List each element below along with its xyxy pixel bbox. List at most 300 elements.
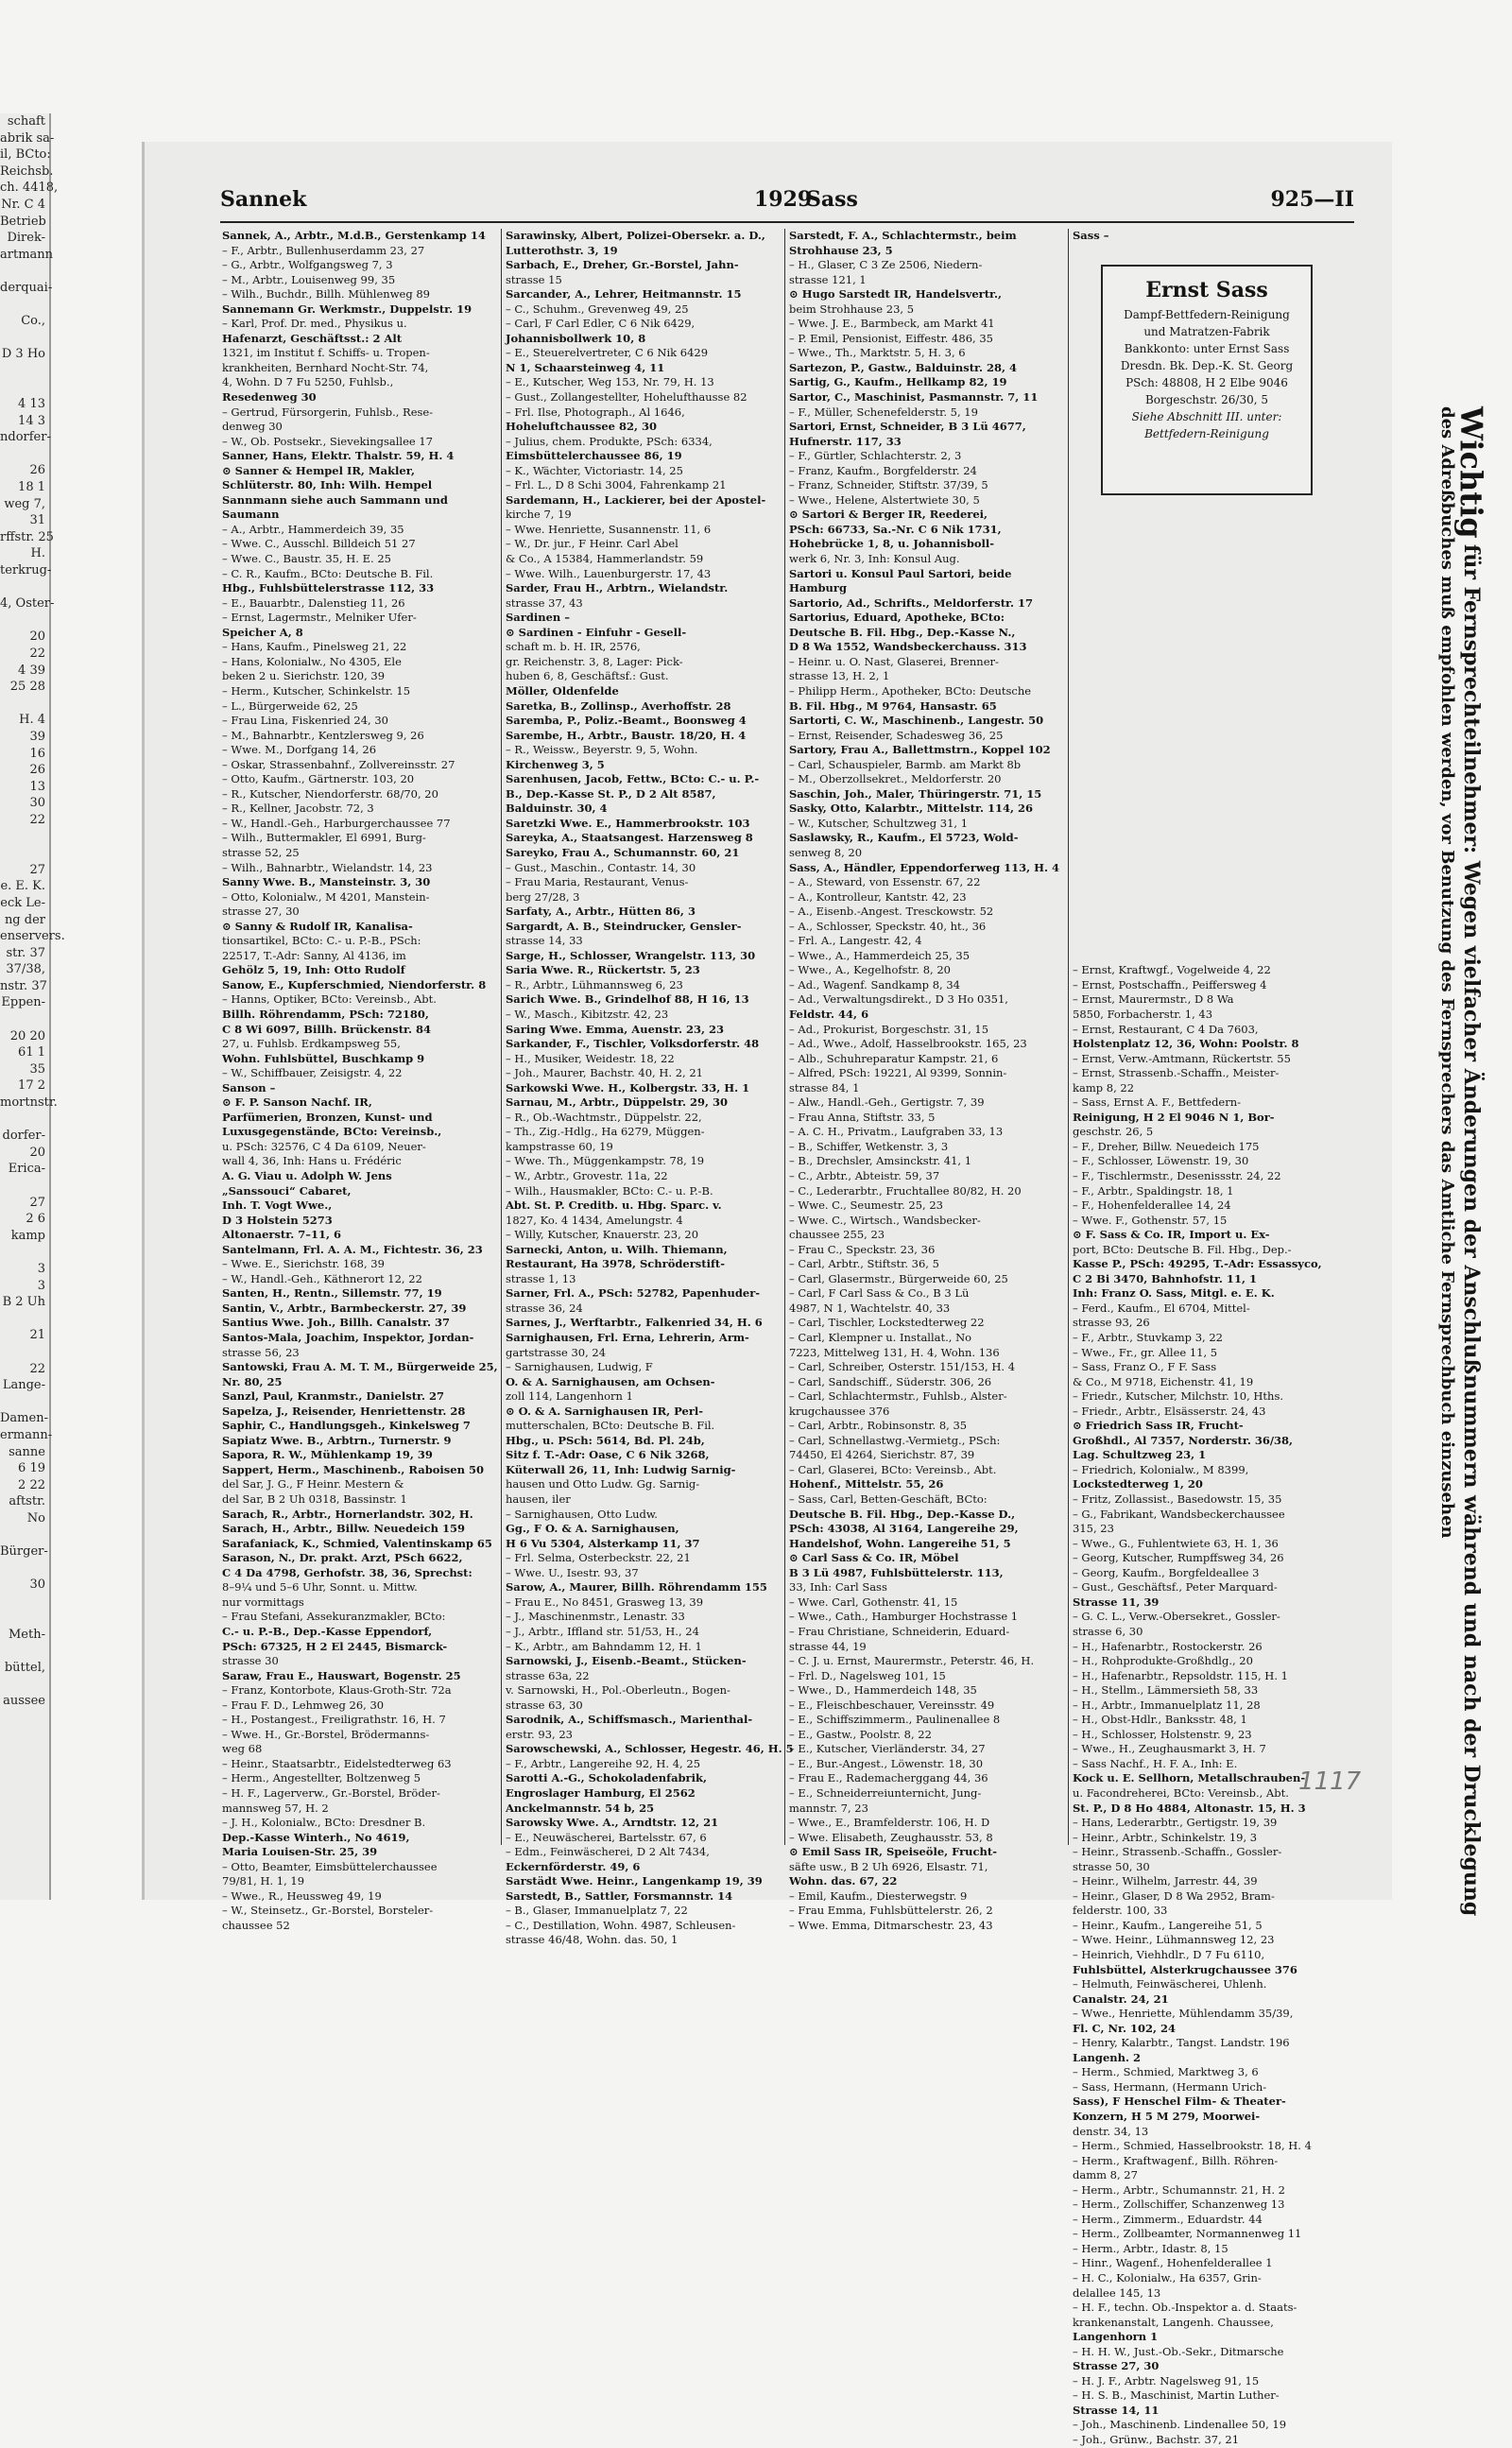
- advertisement-lines: [1103, 306, 1311, 408]
- directory-entry-line: Sarnowski, J., Eisenb.-Beamt., Stücken-: [506, 1654, 747, 1668]
- directory-entry-line: – A., Arbtr., Hammerdeich 39, 35: [222, 522, 404, 536]
- directory-entry-line: Sanner, Hans, Elektr. Thalstr. 59, H. 4: [222, 449, 455, 463]
- prev-page-line: enservers.: [0, 929, 65, 944]
- directory-entry-line: Hufnerstr. 117, 33: [789, 434, 902, 448]
- prev-page-line: 25 28: [9, 680, 45, 695]
- prev-page-line: Meth-: [9, 1628, 45, 1643]
- prev-page-line: Co.,: [21, 314, 45, 329]
- directory-entry-line: Sarach, H., Arbtr., Billw. Neuedeich 159: [222, 1522, 466, 1536]
- directory-entry-line: – W., Steinsetz., Gr.-Borstel, Borsteler-: [222, 1904, 434, 1918]
- advertisement-note-2: Bettfedern-Reinigung: [1144, 427, 1269, 440]
- directory-entry-line: – W., Handl.-Geh., Harburgerchaussee 77: [222, 816, 451, 830]
- directory-entry-line: Strasse 11, 39: [1073, 1595, 1160, 1609]
- header-first-entry: Sannek: [220, 187, 307, 212]
- prev-page-line: 22: [29, 812, 45, 827]
- directory-entry-line: u. Facondreherei, BCto: Vereinsb., Abt.: [1073, 1785, 1289, 1800]
- column-2: [506, 229, 794, 1947]
- directory-entry-line: – Wwe. Wilh., Lauenburgerstr. 17, 43: [506, 566, 712, 580]
- directory-entry-line: PSch: 43038, Al 3164, Langereihe 29,: [789, 1522, 1019, 1536]
- directory-entry-line: [1073, 802, 1349, 817]
- directory-entry-line: weg 68: [222, 1742, 263, 1756]
- directory-entry-line: [1073, 581, 1349, 596]
- directory-entry-line: – F., Arbtr., Spaldingstr. 18, 1: [1073, 1183, 1234, 1198]
- header-last-entry: Sass: [806, 187, 858, 212]
- directory-entry-line: – Wwe., H., Zeughausmarkt 3, H. 7: [1073, 1742, 1266, 1756]
- directory-entry-line: strasse 52, 25: [222, 845, 300, 859]
- directory-entry-line: – Hanns, Optiker, BCto: Vereinsb., Abt.: [222, 992, 437, 1007]
- directory-entry-line: – H., Schlosser, Holstenstr. 9, 23: [1073, 1727, 1252, 1741]
- prev-page-line: [0, 1677, 49, 1694]
- directory-entry-line: – Herm., Arbtr., Idastr. 8, 15: [1073, 2241, 1228, 2255]
- prev-page-line: [0, 446, 49, 463]
- directory-entry-line: – Frau C., Speckstr. 23, 36: [789, 1242, 936, 1256]
- directory-entry-line: „Sanssouci“ Cabaret,: [222, 1183, 352, 1198]
- directory-entry-line: – H. S. B., Maschinist, Martin Luther-: [1073, 2388, 1280, 2403]
- directory-entry-line: – J. H., Kolonialw., BCto: Dresdner B.: [222, 1816, 426, 1830]
- directory-entry-line: Restaurant, Ha 3978, Schröderstift-: [506, 1257, 725, 1271]
- directory-entry-line: Sarenhusen, Jacob, Fettw., BCto: C.- u. P.-: [506, 772, 760, 786]
- directory-entry-line: – P. Emil, Pensionist, Eiffestr. 486, 35: [789, 331, 993, 345]
- directory-entry-line: – Frau Emma, Fuhlsbüttelerstr. 26, 2: [789, 1904, 993, 1918]
- directory-entry-line: – Carl, Schreiber, Osterstr. 151/153, H. 4: [789, 1360, 1016, 1374]
- directory-entry-line: – L., Bürgerweide 62, 25: [222, 698, 358, 713]
- directory-entry-line: – M., Arbtr., Louisenweg 99, 35: [222, 272, 396, 286]
- directory-entry-line: Kasse P., PSch: 49295, T.-Adr: Essassyco,: [1073, 1257, 1322, 1271]
- directory-entry-line: Sarcander, A., Lehrer, Heitmannstr. 15: [506, 287, 742, 302]
- directory-entry-line: Sarowsky Wwe. A., Arndtstr. 12, 21: [506, 1816, 719, 1830]
- directory-entry-line: [1073, 949, 1349, 964]
- directory-entry-line: [1073, 920, 1349, 935]
- directory-entry-line: u. PSch: 32576, C 4 Da 6109, Neuer-: [222, 1139, 426, 1153]
- directory-entry-line: – W., Kutscher, Schultzweg 31, 1: [789, 816, 969, 830]
- directory-entry-line: Fuhlsbüttel, Alsterkrugchaussee 376: [1073, 1962, 1297, 1976]
- directory-entry-line: ⊙ F. P. Sanson Nachf. IR,: [222, 1095, 372, 1110]
- directory-entry-line: berg 27/28, 3: [506, 889, 580, 904]
- directory-entry-line: Langenh. 2: [1073, 2050, 1141, 2064]
- prev-page-line: 27: [29, 1195, 45, 1210]
- directory-entry-line: – Oskar, Strassenbahnf., Zollvereinsstr. 27: [222, 757, 455, 771]
- directory-entry-line: Sareyko, Frau A., Schumannstr. 60, 21: [506, 845, 740, 859]
- directory-entry-line: 1321, im Institut f. Schiffs- u. Tropen-: [222, 346, 430, 360]
- directory-entry-line: Fl. C, Nr. 102, 24: [1073, 2021, 1177, 2035]
- prev-page-line: ch. 4418,: [0, 181, 59, 196]
- directory-entry-line: – E., Schiffszimmerm., Paulinenallee 8: [789, 1713, 1001, 1727]
- prev-page-line: 16: [29, 746, 45, 761]
- directory-entry-line: krankheiten, Bernhard Nocht-Str. 74,: [222, 360, 429, 374]
- directory-entry-line: – Wwe., Henriette, Mühlendamm 35/39,: [1073, 2007, 1294, 2021]
- directory-entry-line: – E., Steuerelvertreter, C 6 Nik 6429: [506, 346, 709, 360]
- directory-entry-line: – Ernst, Maurermstr., D 8 Wa: [1073, 992, 1234, 1007]
- directory-entry-line: – Franz, Schneider, Stiftstr. 37/39, 5: [789, 478, 988, 492]
- directory-entry-line: – H., Obst-Hdlr., Banksstr. 48, 1: [1073, 1713, 1247, 1727]
- directory-entry-line: v. Sarnowski, H., Pol.-Oberleutn., Bogen-: [506, 1683, 730, 1698]
- directory-entry-line: H 6 Vu 5304, Alsterkamp 11, 37: [506, 1536, 700, 1550]
- directory-entry-line: Sapiatz Wwe. B., Arbtrn., Turnerstr. 9: [222, 1433, 452, 1447]
- directory-entry-line: Eimsbüttelerchaussee 86, 19: [506, 449, 682, 463]
- prev-page-line: büttel,: [4, 1661, 45, 1676]
- directory-entry-line: Sareyka, A., Staatsangest. Harzensweg 8: [506, 831, 753, 845]
- prev-page-line: 3: [37, 1278, 45, 1293]
- prev-page-line: 2 6: [26, 1212, 45, 1227]
- directory-entry-line: – Wwe., A., Kegelhofstr. 8, 20: [789, 963, 951, 977]
- prev-page-line: e. E. K.: [0, 879, 45, 894]
- prev-page-line: dorfer-: [2, 1129, 45, 1144]
- directory-entry-line: – Heinr., Glaser, D 8 Wa 2952, Bram-: [1073, 1888, 1275, 1903]
- directory-entry-line: – Wwe., G., Fuhlentwiete 63, H. 1, 36: [1073, 1536, 1279, 1550]
- prev-page-line: str. 37: [6, 945, 45, 960]
- directory-entry-line: Sarstädt Wwe. Heinr., Langenkamp 19, 39: [506, 1874, 763, 1888]
- directory-entry-line: – Carl, Glaserei, BCto: Vereinsb., Abt.: [789, 1462, 997, 1476]
- directory-entry-line: Hohenf., Mittelstr. 55, 26: [789, 1477, 944, 1491]
- prev-page-line: [0, 263, 49, 280]
- directory-entry-line: – Sass, Hermann, (Hermann Urich-: [1073, 2079, 1267, 2094]
- directory-entry-line: – H., Hafenarbtr., Repsoldstr. 115, H. 1: [1073, 1668, 1288, 1682]
- directory-entry-line: – Carl, Schauspieler, Barmb. am Markt 8b: [789, 757, 1022, 771]
- directory-entry-line: port, BCto: Deutsche B. Fil. Hbg., Dep.-: [1073, 1242, 1292, 1256]
- header-year: 1929: [754, 187, 813, 212]
- prev-page-line: eck Le-: [0, 895, 45, 910]
- directory-entry-line: – Alb., Schuhreparatur Kampstr. 21, 6: [789, 1051, 999, 1065]
- prev-page-line: No: [26, 1510, 45, 1526]
- directory-entry-line: – Frau Anna, Stiftstr. 33, 5: [789, 1110, 936, 1124]
- directory-entry-line: – Heinr., Staatsarbtr., Eidelstedterweg 63: [222, 1756, 452, 1770]
- directory-entry-line: Schlüterstr. 80, Inh: Wilh. Hempel: [222, 478, 433, 492]
- directory-entry-line: – Wilh., Hausmakler, BCto: C.- u. P.-B.: [506, 1183, 713, 1198]
- prev-page-line: abrik sa-: [0, 130, 55, 146]
- directory-entry-line: Wohn. Fuhlsbüttel, Buschkamp 9: [222, 1051, 425, 1065]
- directory-entry-line: Saria Wwe. R., Rückertstr. 5, 23: [506, 963, 700, 977]
- directory-entry-line: [1073, 729, 1349, 744]
- directory-entry-line: Lockstedterweg 1, 20: [1073, 1477, 1203, 1491]
- directory-entry-line: – R., Kutscher, Niendorferstr. 68/70, 20: [222, 786, 438, 801]
- handwritten-page-number: 1117: [1298, 1767, 1362, 1796]
- directory-entry-line: – C. J. u. Ernst, Maurermstr., Peterstr. 46, H.: [789, 1654, 1035, 1668]
- directory-entry-line: – W., Schiffbauer, Zeisigstr. 4, 22: [222, 1066, 403, 1080]
- column-3: [789, 229, 1065, 1932]
- directory-entry-line: Luxusgegenstände, BCto: Vereinsb.,: [222, 1125, 442, 1139]
- prev-page-line: [0, 696, 49, 713]
- directory-entry-line: 74450, El 4264, Sierichstr. 87, 39: [789, 1448, 975, 1462]
- directory-entry-line: – Wwe. Elisabeth, Zeughausstr. 53, 8: [789, 1830, 993, 1844]
- directory-entry-line: – Ernst, Kraftwgf., Vogelweide 4, 22: [1073, 963, 1271, 977]
- directory-entry-line: Langenhorn 1: [1073, 2330, 1159, 2344]
- directory-entry-line: strasse 63a, 22: [506, 1668, 590, 1682]
- directory-entry-line: Sarstedt, B., Sattler, Forsmannstr. 14: [506, 1888, 733, 1903]
- directory-entry-line: – A., Steward, von Essenstr. 67, 22: [789, 875, 981, 889]
- directory-entry-line: Wohn. das. 67, 22: [789, 1874, 898, 1888]
- directory-entry-line: – Herm., Zollbeamter, Normannenweg 11: [1073, 2227, 1302, 2241]
- directory-entry-line: – Sass Nachf., H. F. A., Inh: E.: [1073, 1756, 1238, 1770]
- directory-entry-line: Eckernförderstr. 49, 6: [506, 1859, 641, 1873]
- directory-entry-line: – Wwe. U., Isestr. 93, 37: [506, 1565, 639, 1579]
- directory-entry-line: – Carl, Arbtr., Stiftstr. 36, 5: [789, 1257, 939, 1271]
- directory-entry-line: – A., Kontrolleur, Kantstr. 42, 23: [789, 889, 967, 904]
- directory-entry-line: PSch: 66733, Sa.-Nr. C 6 Nik 1731,: [789, 522, 1002, 536]
- directory-entry-line: Sapora, R. W., Mühlenkamp 19, 39: [222, 1448, 433, 1462]
- directory-entry-line: – M., Oberzollsekret., Meldorferstr. 20: [789, 772, 1002, 786]
- directory-entry-line: Inh: Franz O. Sass, Mitgl. e. E. K.: [1073, 1286, 1275, 1301]
- directory-entry-line: – B., Drechsler, Amsinckstr. 41, 1: [789, 1154, 972, 1168]
- prev-page-line: [0, 1178, 49, 1195]
- directory-entry-line: Sarnes, J., Werftarbtr., Falkenried 34, H. 6: [506, 1316, 763, 1330]
- directory-entry-line: ⊙ Emil Sass IR, Speiseöle, Frucht-: [789, 1845, 997, 1859]
- directory-entry-line: 33, Inh: Carl Sass: [789, 1580, 887, 1595]
- directory-entry-line: & Co., A 15384, Hammerlandstr. 59: [506, 552, 704, 566]
- directory-entry-line: – Wilh., Buchdr., Billh. Mühlenweg 89: [222, 287, 430, 302]
- directory-entry-line: Gg., F O. & A. Sarnighausen,: [506, 1522, 679, 1536]
- directory-entry-line: – F., Schlosser, Löwenstr. 19, 30: [1073, 1154, 1249, 1168]
- directory-entry-line: – K., Arbtr., am Bahndamm 12, H. 1: [506, 1639, 702, 1653]
- directory-entry-line: – W., Ob. Postsekr., Sievekingsallee 17: [222, 434, 433, 448]
- directory-entry-line: PSch: 67325, H 2 El 2445, Bismarck-: [222, 1639, 448, 1653]
- advertisement-line: Bankkonto: unter Ernst Sass: [1124, 342, 1290, 355]
- directory-entry-line: – R., Ob.-Wachtmstr., Düppelstr. 22,: [506, 1110, 702, 1124]
- directory-entry-line: – F., Dreher, Billw. Neuedeich 175: [1073, 1139, 1260, 1153]
- directory-entry-line: – E., Neuwäscherei, Bartelsstr. 67, 6: [506, 1830, 707, 1844]
- directory-entry-line: [1073, 567, 1349, 582]
- directory-entry-line: denstr. 34, 13: [1073, 2124, 1149, 2138]
- directory-entry-line: – Wwe. E., Sierichstr. 168, 39: [222, 1257, 385, 1271]
- prev-page-line: rffstr. 25: [0, 529, 54, 544]
- prev-page-line: 26: [29, 463, 45, 478]
- directory-entry-line: Deutsche B. Fil. Hbg., Dep.-Kasse D.,: [789, 1507, 1016, 1521]
- directory-entry-line: – B., Glaser, Immanuelplatz 7, 22: [506, 1904, 688, 1918]
- directory-entry-line: C.- u. P.-B., Dep.-Kasse Eppendorf,: [222, 1624, 433, 1638]
- directory-entry-line: tionsartikel, BCto: C.- u. P.-B., PSch:: [222, 934, 421, 948]
- directory-entry-line: Sardemann, H., Lackierer, bei der Apostel-: [506, 492, 766, 507]
- prev-page-line: [0, 612, 49, 629]
- directory-entry-line: ⊙ Sanny & Rudolf IR, Kanalisa-: [222, 919, 413, 933]
- directory-entry-line: – Heinr., Kaufm., Langereihe 51, 5: [1073, 1918, 1263, 1932]
- directory-entry-line: – Hans, Kolonialw., No 4305, Ele: [222, 654, 402, 668]
- prev-page-line: 20: [29, 1145, 45, 1160]
- directory-entry-line: Speicher A, 8: [222, 625, 303, 639]
- directory-entry-line: – Wilh., Bahnarbtr., Wielandstr. 14, 23: [222, 860, 433, 874]
- directory-entry-line: – Frau E., Rademacherggang 44, 36: [789, 1771, 988, 1785]
- directory-entry-line: – Sarnighausen, Ludwig, F: [506, 1360, 653, 1374]
- directory-entry-line: – Sarnighausen, Otto Ludw.: [506, 1507, 658, 1521]
- directory-entry-line: – Carl, Tischler, Lockstedterweg 22: [789, 1316, 985, 1330]
- directory-entry-line: – Georg, Kaufm., Borgfeldeallee 3: [1073, 1565, 1260, 1579]
- prev-page-line: 4 39: [18, 663, 45, 678]
- prev-page-line: 26: [29, 763, 45, 778]
- directory-entry-line: – Carl, Arbtr., Robinsonstr. 8, 35: [789, 1419, 968, 1433]
- directory-entry-line: Kock u. E. Sellhorn, Metallschrauben-: [1073, 1771, 1306, 1785]
- directory-entry-line: – H., Rohprodukte-Großhdlg., 20: [1073, 1654, 1253, 1668]
- directory-entry-line: – Gust., Zollangestellter, Hohelufthausse 82: [506, 390, 747, 405]
- directory-entry-line: – H., Stellm., Lämmersieth 58, 33: [1073, 1683, 1259, 1698]
- directory-entry-line: strasse 44, 19: [789, 1639, 867, 1653]
- directory-entry-line: St. P., D 8 Ho 4884, Altonastr. 15, H. 3: [1073, 1801, 1306, 1815]
- directory-entry-line: – F., Arbtr., Bullenhuserdamm 23, 27: [222, 243, 425, 257]
- prev-page-line: [0, 579, 49, 596]
- directory-entry-line: [1073, 817, 1349, 832]
- directory-entry-line: Sarkowski Wwe. H., Kolbergstr. 33, H. 1: [506, 1080, 750, 1095]
- directory-entry-line: – Carl, Klempner u. Installat., No: [789, 1331, 972, 1345]
- directory-entry-line: – E., Gastw., Poolstr. 8, 22: [789, 1727, 932, 1741]
- directory-entry-line: – Wwe. Emma, Ditmarschestr. 23, 43: [789, 1918, 993, 1932]
- directory-entry-line: mannsweg 57, H. 2: [222, 1801, 329, 1815]
- directory-entry-line: – Karl, Prof. Dr. med., Physikus u.: [222, 317, 407, 331]
- directory-entry-line: – K., Wächter, Victoriastr. 14, 25: [506, 463, 683, 477]
- directory-entry-line: – Joh., Maurer, Bachstr. 40, H. 2, 21: [506, 1066, 703, 1080]
- directory-entry-line: strasse 13, H. 2, 1: [789, 669, 890, 683]
- prev-page-line: Reichsb.: [0, 164, 54, 179]
- directory-entry-line: felderstr. 100, 33: [1073, 1904, 1168, 1918]
- directory-entry-line: strasse 37, 43: [506, 595, 583, 610]
- prev-page-line: 31: [29, 513, 45, 528]
- directory-entry-line: – Frl. Ilse, Photograph., Al 1646,: [506, 405, 685, 419]
- directory-entry-line: Sartori, Ernst, Schneider, B 3 Lü 4677,: [789, 420, 1026, 434]
- directory-entry-line: – Carl, Glasermstr., Bürgerweide 60, 25: [789, 1271, 1008, 1285]
- directory-entry-line: chaussee 52: [222, 1918, 290, 1932]
- directory-entry-line: zoll 114, Langenhorn 1: [506, 1389, 633, 1404]
- directory-entry-line: Resedenweg 30: [222, 390, 317, 405]
- directory-entry-line: [1073, 699, 1349, 715]
- side-notice-text-1: für Fernsprechteilnehmer: Wegen vielfacher Änderungen der Anschlußnummern während und nach der Drucklegung: [1459, 543, 1484, 1917]
- prev-page-line: 22: [29, 646, 45, 661]
- directory-entry-line: – G. C. L., Verw.-Obersekret., Gossler-: [1073, 1610, 1280, 1624]
- directory-entry-line: D 8 Wa 1552, Wandsbeckerchauss. 313: [789, 640, 1027, 654]
- directory-entry-line: ⊙ Sartori & Berger IR, Reederei,: [789, 508, 988, 522]
- prev-page-line: 13: [29, 779, 45, 794]
- prev-page-line: ng der: [4, 912, 45, 927]
- directory-entry-line: – Frau Stefani, Assekuranzmakler, BCto:: [222, 1610, 446, 1624]
- directory-entry-line: Sarfaty, A., Arbtr., Hütten 86, 3: [506, 905, 696, 919]
- directory-entry-line: Sarason, N., Dr. prakt. Arzt, PSch 6622,: [222, 1551, 463, 1565]
- directory-entry-line: – G., Arbtr., Wolfgangsweg 7, 3: [222, 258, 393, 272]
- directory-entry-line: – Wwe. C., Seumestr. 25, 23: [789, 1198, 943, 1213]
- directory-entry-line: krankenanstalt, Langenh. Chaussee,: [1073, 2315, 1274, 2329]
- prev-page-line: 30: [29, 1577, 45, 1593]
- directory-entry-line: strasse 93, 26: [1073, 1316, 1150, 1330]
- directory-entry-line: Dep.-Kasse Winterh., No 4619,: [222, 1830, 410, 1844]
- prev-page-line: 4 13: [18, 397, 45, 412]
- directory-entry-line: gartstrasse 30, 24: [506, 1345, 607, 1359]
- directory-entry-line: Sass, A., Händler, Eppendorferweg 113, H. 4: [789, 860, 1060, 874]
- directory-entry-line: Hbg., Fuhlsbüttelerstrasse 112, 33: [222, 581, 435, 595]
- directory-entry-line: – A., Eisenb.-Angest. Tresckowstr. 52: [789, 905, 994, 919]
- directory-entry-line: – Frau Christiane, Schneiderin, Eduard-: [789, 1624, 1010, 1638]
- directory-entry-line: Anckelmannstr. 54 b, 25: [506, 1801, 655, 1815]
- directory-entry-line: – E., Bauarbtr., Dalenstieg 11, 26: [222, 595, 405, 610]
- directory-entry-line: – Friedr., Arbtr., Elsässerstr. 24, 43: [1073, 1404, 1266, 1418]
- advertisement-line: Borgeschstr. 26/30, 5: [1144, 393, 1269, 406]
- directory-entry-line: Handelshof, Wohn. Langereihe 51, 5: [789, 1536, 1011, 1550]
- prev-page-line: D 3 Ho: [1, 347, 45, 362]
- directory-entry-line: Sarach, R., Arbtr., Hornerlandstr. 302, H.: [222, 1507, 473, 1521]
- directory-entry-line: – Sass, Franz O., F F. Sass: [1073, 1360, 1217, 1374]
- directory-entry-line: Feldstr. 44, 6: [789, 1007, 869, 1021]
- advertisement-note: Siehe Abschnitt III. unter:: [1131, 410, 1282, 423]
- directory-entry-line: Sarembe, H., Arbtr., Baustr. 18/20, H. 4: [506, 728, 747, 742]
- directory-entry-line: [1073, 640, 1349, 655]
- directory-entry-line: krugchaussee 376: [789, 1404, 890, 1418]
- directory-entry-line: Sannemann Gr. Werkmstr., Duppelstr. 19: [222, 302, 472, 316]
- directory-entry-line: säfte usw., B 2 Uh 6926, Elsastr. 71,: [789, 1859, 988, 1873]
- directory-entry-line: Sarnighausen, Frl. Erna, Lehrerin, Arm-: [506, 1331, 749, 1345]
- prev-page-line: terkrug-: [0, 563, 52, 578]
- directory-entry-line: & Co., M 9718, Eichenstr. 41, 19: [1073, 1374, 1254, 1388]
- directory-entry-line: – E., Kutscher, Vierländerstr. 34, 27: [789, 1742, 986, 1756]
- directory-entry-line: – Heinr., Wilhelm, Jarrestr. 44, 39: [1073, 1874, 1258, 1888]
- directory-entry-line: Sarder, Frau H., Arbtrn., Wielandstr.: [506, 581, 729, 595]
- directory-entry-line: Balduinstr. 30, 4: [506, 802, 608, 816]
- directory-entry-line: – Ad., Prokurist, Borgeschstr. 31, 15: [789, 1022, 989, 1036]
- side-notice-text-2: des Adreßbuches muß empfohlen werden, vor Benutzung des Fernsprechers das Amtliche Fernsprechbuch einzusehen: [1437, 406, 1457, 1539]
- directory-entry-line: [1073, 669, 1349, 684]
- prev-page-line: 35: [29, 1061, 45, 1077]
- directory-entry-line: ⊙ F. Sass & Co. IR, Import u. Ex-: [1073, 1228, 1270, 1242]
- prev-page-line: 21: [29, 1328, 45, 1343]
- directory-entry-line: mutterschalen, BCto: Deutsche B. Fil.: [506, 1419, 715, 1433]
- directory-entry-line: Sarowschewski, A., Schlosser, Hegestr. 46, H. 5: [506, 1742, 794, 1756]
- prev-page-line: [0, 1011, 49, 1028]
- directory-entry-line: – A. C. H., Privatm., Laufgraben 33, 13: [789, 1125, 1004, 1139]
- directory-entry-line: Strohhause 23, 5: [789, 243, 893, 257]
- directory-entry-line: [1073, 714, 1349, 729]
- directory-entry-line: Sanzl, Paul, Kranmstr., Danielstr. 27: [222, 1389, 445, 1404]
- directory-entry-line: Deutsche B. Fil. Hbg., Dep.-Kasse N.,: [789, 625, 1016, 639]
- directory-entry-line: Sartorio, Ad., Schrifts., Meldorferstr. 17: [789, 595, 1034, 610]
- directory-entry-line: – Willy, Kutscher, Knauerstr. 23, 20: [506, 1228, 699, 1242]
- directory-entry-line: Sarnecki, Anton, u. Wilh. Thiemann,: [506, 1242, 728, 1256]
- directory-entry-line: – J., Arbtr., Iffland str. 51/53, H., 24: [506, 1624, 699, 1638]
- directory-entry-line: – H. H. W., Just.-Ob.-Sekr., Ditmarsche: [1073, 2344, 1284, 2358]
- directory-entry-line: – Ernst, Restaurant, C 4 Da 7603,: [1073, 1022, 1259, 1036]
- directory-entry-line: beim Strohhause 23, 5: [789, 302, 915, 316]
- prev-page-line: kamp: [10, 1228, 45, 1243]
- directory-entry-line: kampstrasse 60, 19: [506, 1139, 613, 1153]
- directory-entry-line: – Herm., Schmied, Marktweg 3, 6: [1073, 2065, 1259, 2079]
- directory-entry-line: – Edm., Feinwäscherei, D 2 Alt 7434,: [506, 1845, 710, 1859]
- directory-entry-line: – Ernst, Verw.-Amtmann, Rückertstr. 55: [1073, 1051, 1291, 1065]
- previous-page-fragment: [0, 113, 65, 1900]
- directory-entry-line: – Wwe. J. E., Barmbeck, am Markt 41: [789, 317, 995, 331]
- directory-entry-line: – Heinrich, Viehhdlr., D 7 Fu 6110,: [1073, 1947, 1265, 1961]
- prev-page-line: 39: [29, 729, 45, 744]
- directory-entry-line: – Emil, Kaufm., Diesterwegstr. 9: [789, 1888, 968, 1903]
- directory-entry-line: Küterwall 26, 11, Inh: Ludwig Sarnig-: [506, 1462, 736, 1476]
- prev-page-line: [0, 1610, 49, 1627]
- directory-entry-line: – H. C., Kolonialw., Ha 6357, Grin-: [1073, 2271, 1262, 2285]
- directory-entry-line: Sappert, Herm., Maschinenb., Raboisen 50: [222, 1462, 484, 1476]
- advertisement-box: [1101, 265, 1313, 495]
- directory-entry-line: C 8 Wi 6097, Billh. Brückenstr. 84: [222, 1022, 432, 1036]
- directory-entry-line: – Wwe., R., Heussweg 49, 19: [222, 1888, 382, 1903]
- prev-page-line: [0, 1594, 49, 1611]
- directory-entry-line: 1827, Ko. 4 1434, Amelungstr. 4: [506, 1213, 683, 1227]
- directory-entry-line: wall 4, 36, Inh: Hans u. Frédéric: [222, 1154, 402, 1168]
- directory-entry-line: Saphir, C., Handlungsgeh., Kinkelsweg 7: [222, 1419, 471, 1433]
- directory-entry-line: [1073, 523, 1349, 538]
- directory-entry-line: – Sass, Carl, Betten-Geschäft, BCto:: [789, 1492, 988, 1507]
- directory-entry-line: – Fritz, Zollassist., Basedowstr. 15, 35: [1073, 1492, 1282, 1507]
- directory-entry-line: – Joh., Grünw., Bachstr. 37, 21: [1073, 2433, 1240, 2447]
- header-page-number: 925—II: [1270, 187, 1354, 212]
- directory-entry-line: – Gust., Maschin., Contastr. 14, 30: [506, 860, 696, 874]
- directory-entry-line: – H. F., Lagerverw., Gr.-Borstel, Bröder-: [222, 1785, 440, 1800]
- directory-entry-line: strasse 121, 1: [789, 272, 867, 286]
- prev-page-line: sanne: [9, 1444, 45, 1459]
- directory-entry-line: A. G. Viau u. Adolph W. Jens: [222, 1169, 392, 1182]
- directory-entry-line: Sitz f. T.-Adr: Oase, C 6 Nik 3268,: [506, 1448, 710, 1462]
- directory-entry-line: Sartori u. Konsul Paul Sartori, beide: [789, 566, 1012, 580]
- prev-page-line: Erica-: [8, 1162, 45, 1177]
- directory-entry-line: [1073, 596, 1349, 612]
- directory-entry-line: strasse 46/48, Wohn. das. 50, 1: [506, 1933, 679, 1947]
- directory-entry-line: – F., Gürtler, Schlachterstr. 2, 3: [789, 449, 962, 463]
